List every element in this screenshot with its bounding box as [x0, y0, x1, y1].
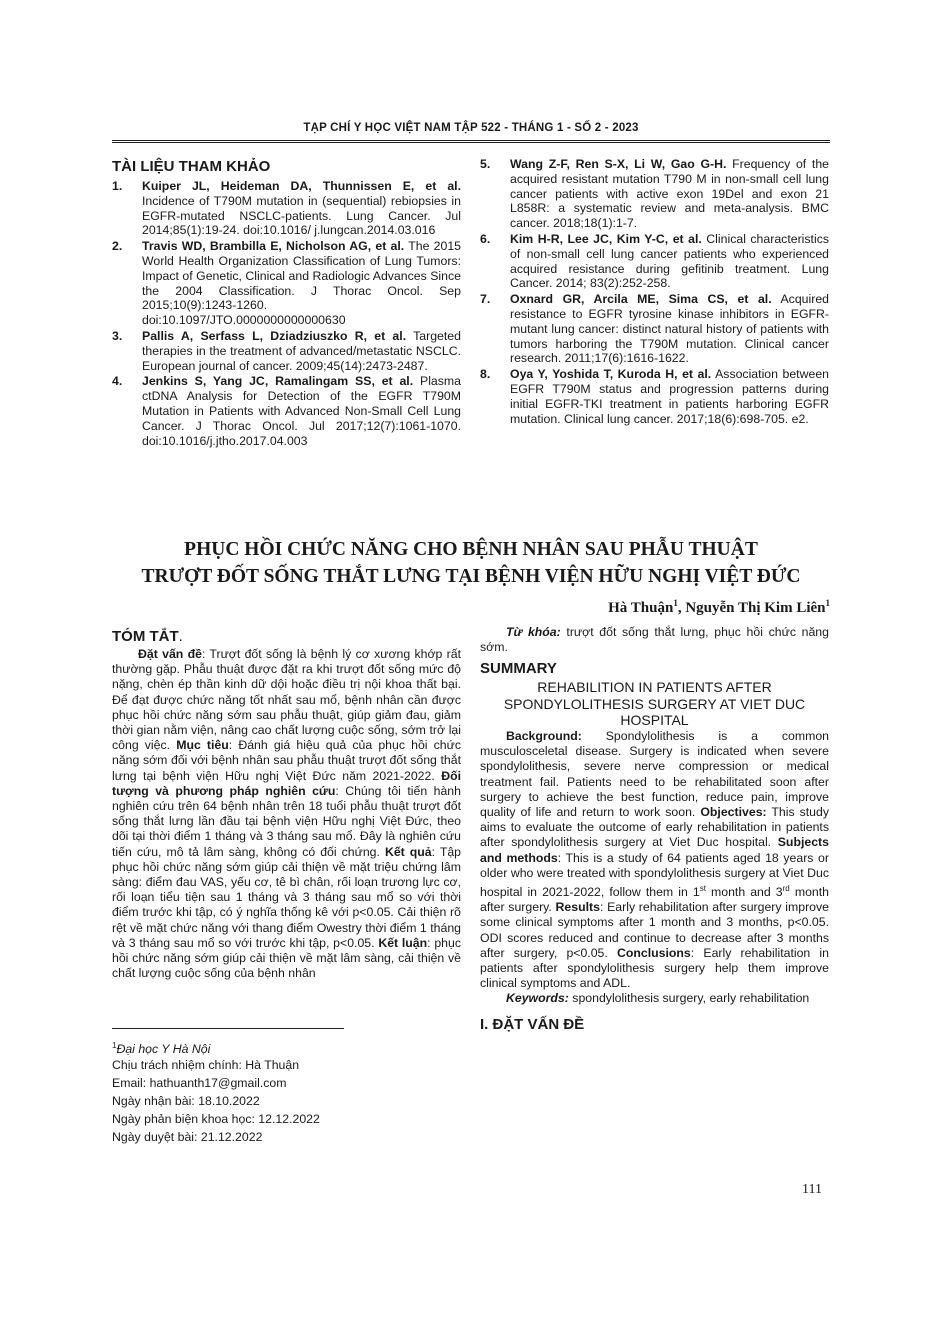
reference-item: 3. Pallis A, Serfass L, Dziadziuszko R, et al. Targeted therapies in the treatment of advanced/metastatic NSCLC. European journal of cancer. 2009;45(14):2473-2487. — [112, 328, 461, 373]
reference-item: 6. Kim H-R, Lee JC, Kim Y-C, et al. Clinical characteristics of non-small cell lung cancer patients who experienced acquired resistance during gefitinib treatment. Lung Cancer. 2014; 83(2):252-258. — [480, 231, 829, 291]
summary-keywords: Keywords: spondylolithesis surgery, early rehabilitation — [506, 991, 810, 1006]
reference-item: 4. Jenkins S, Yang JC, Ramalingam SS, et al. Plasma ctDNA Analysis for Detection of the EGFR T790M Mutation in Patients with Advanced Non-Small Cell Lung Cancer. J Thorac Oncol. Jul 2017;12(7):1061-1070. doi:10.1016/j.jtho.2017.04.003 — [112, 374, 462, 448]
header-rule — [112, 140, 830, 143]
references-right — [480, 157, 829, 427]
article-authors: Hà Thuận$^1$, Nguyễn Thị Kim Liên$^1$ — [608, 598, 830, 616]
section1-heading: I. ĐẶT VẤN ĐỀ — [480, 1015, 585, 1033]
article-title — [60, 536, 882, 590]
footnote-received: Ngày nhận bài: 18.10.2022 — [112, 1094, 260, 1108]
summary-title: REHABILITION IN PATIENTS AFTER SPONDYLOLITHESIS SURGERY AT VIET DUC HOSPITAL — [503, 679, 806, 729]
summary-heading: SUMMARY — [480, 660, 557, 678]
abstract-vi-heading: TÓM TẮT. — [112, 628, 183, 645]
footnote-reviewed: Ngày phản biện khoa học: 12.12.2022 — [112, 1112, 320, 1126]
summary-column — [480, 625, 829, 1037]
footnote-affiliation: $^1$Đại học Y Hà Nội — [112, 1041, 211, 1057]
abstract-vi-keywords: Từ khóa: trượt đốt sống thắt lưng, phục hồi chức năng sớm. — [480, 625, 829, 655]
reference-item: 8. Oya Y, Yoshida T, Kuroda H, et al. Association between EGFR T790M status and progression patterns during initial EGFR-TKI treatment in patients harboring EGFR mutation. Clinical lung cancer. 2017;18(6):698-705. e2. — [480, 367, 829, 426]
journal-header: TẠP CHÍ Y HỌC VIỆT NAM TẬP 522 - THÁNG 1 - SỐ 2 - 2023 — [303, 122, 639, 134]
reference-item: 2. Travis WD, Brambilla E, Nicholson AG, et al. The 2015 World Health Organization Classification of Lung Tumors: Impact of Genetic, Clinical and Radiologic Advances Since the 2004 Classification. J Thorac Oncol. Sep 2015;10(9):1243-1260. doi:10.1097/JTO.0000000000000630 — [112, 239, 461, 328]
footnote-email: Email: hathuanth17@gmail.com — [112, 1076, 287, 1090]
footnote-approved: Ngày duyệt bài: 21.12.2022 — [112, 1130, 263, 1144]
reference-item: 5. Wang Z-F, Ren S-X, Li W, Gao G-H. Frequency of the acquired resistant mutation T790 M in non-small cell lung cancer patients with active exon 19Del and exon 21 L858R: a systematic review and meta-analysis. BMC cancer. 2018;18(1):1-7. — [480, 157, 830, 231]
references-heading: TÀI LIỆU THAM KHẢO — [112, 158, 271, 175]
page-number: 111 — [802, 1182, 822, 1197]
references-left — [112, 158, 461, 449]
article-title-line2: TRƯỢT ĐỐT SỐNG THẮT LƯNG TẠI BỆNH VIỆN HỮU NGHỊ VIỆT ĐỨC — [141, 566, 801, 587]
article-title-line1: PHỤC HỒI CHỨC NĂNG CHO BỆNH NHÂN SAU PHẪU THUẬT — [184, 539, 758, 560]
abstract-vi — [112, 628, 461, 981]
reference-item: 1. Kuiper JL, Heideman DA, Thunnissen E, et al. Incidence of T790M mutation in (sequential) rebiopsies in EGFR-mutated NSCLC-patients. Lung Cancer. Jul 2014;85(1):19-24. doi:10.1016/ j.lungcan.2014.03.016 — [112, 179, 461, 238]
abstract-vi-body: Đặt vấn đề: Trượt đốt sống là bệnh lý cơ xương khớp rất thường gặp. Phẫu thuật được đặt ra khi trượt đốt sống mức độ nặng, chèn ép thần kinh dữ dội hoặc điều trị nội khoa thất bại. Để đạt được chức năng tốt nhất sau mổ, bệnh nhân cần được phục hồi chức năng sớm sau phẫu thuật, giúp giảm đau, giảm thời gian nằm viện, nâng cao chất lượng cuộc sống, sớm trở lại công việc. Mục tiêu: Đánh giá hiệu quả của phục hồi chức năng sớm đối với bệnh nhân sau phẫu thuật trượt đốt sống thắt lưng tại bệnh viện Hữu nghị Việt Đức năm 2021-2022. Đối tượng và phương pháp nghiên cứu: Chúng tôi tiến hành nghiên cứu trên 64 bệnh nhân trên 18 tuổi phẫu thuật trượt đốt sống thắt lưng lần đầu tại bệnh viện Hữu nghị Việt Đức, theo dõi tại thời điểm 1 tháng và 3 tháng sau mổ. Đây là nghiên cứu tiến cứu, mô tả lâm sàng, không có đối chứng. Kết quả: Tập phục hồi chức năng sớm giúp cải thiện về mặt triệu chứng lâm sàng: điểm đau VAS, yếu cơ, tê bì chân, rối loạn trương lực cơ, rối loạn tiểu tiện sau 1 tháng và 3 tháng sau mổ so với thời điểm trước khi tập, có ý nghĩa thống kê với p<0.05. Cải thiện rõ rệt về mặt chức năng với thang điểm Owestry thời điểm 1 tháng và 3 tháng sau mổ so với trước khi tập, p<0.05. Kết luận: phục hồi chức năng sớm giúp cải thiện về mặt lâm sàng, cải thiện về chất lượng cuộc sống của bệnh nhân — [112, 647, 462, 981]
summary-body: Background: Spondylolithesis is a common musculosceletal disease. Surgery is indicated when severe spondylolithesis, severe nerve compression or medical treatment fail. Patients need to be rehabilitated soon after surgery to achieve the best function, reduce pain, improve quality of life and return to work soon. Objectives: This study aims to evaluate the outcome of early rehabilitation in patients after spondylolithesis surgery at Viet Duc hospital. Subjects and methods: This is a study of 64 patients aged 18 years or older who were treated with spondylolithesis surgery at Viet Duc hospital in 2021-2022, follow them in 1st month and 3rd month after surgery. Results: Early rehabilitation after surgery improve some clinical symptoms after 1 month and 3 months, p<0.05. ODI scores reduced and continue to decrease after 3 months after surgery, p<0.05. Conclusions: Early rehabilitation in patients after spondylolithesis surgery help them improve clinical symptoms and ADL. — [480, 728, 830, 991]
footnote-corresponding: Chịu trách nhiệm chính: Hà Thuận — [112, 1058, 300, 1072]
reference-item: 7. Oxnard GR, Arcila ME, Sima CS, et al. Acquired resistance to EGFR tyrosine kinase inhibitors in EGFR-mutant lung cancer: distinct natural history of patients with tumors harboring the T790M mutation. Clinical cancer research. 2011;17(6):1616-1622. — [480, 292, 829, 366]
footnote-rule — [112, 1028, 344, 1029]
